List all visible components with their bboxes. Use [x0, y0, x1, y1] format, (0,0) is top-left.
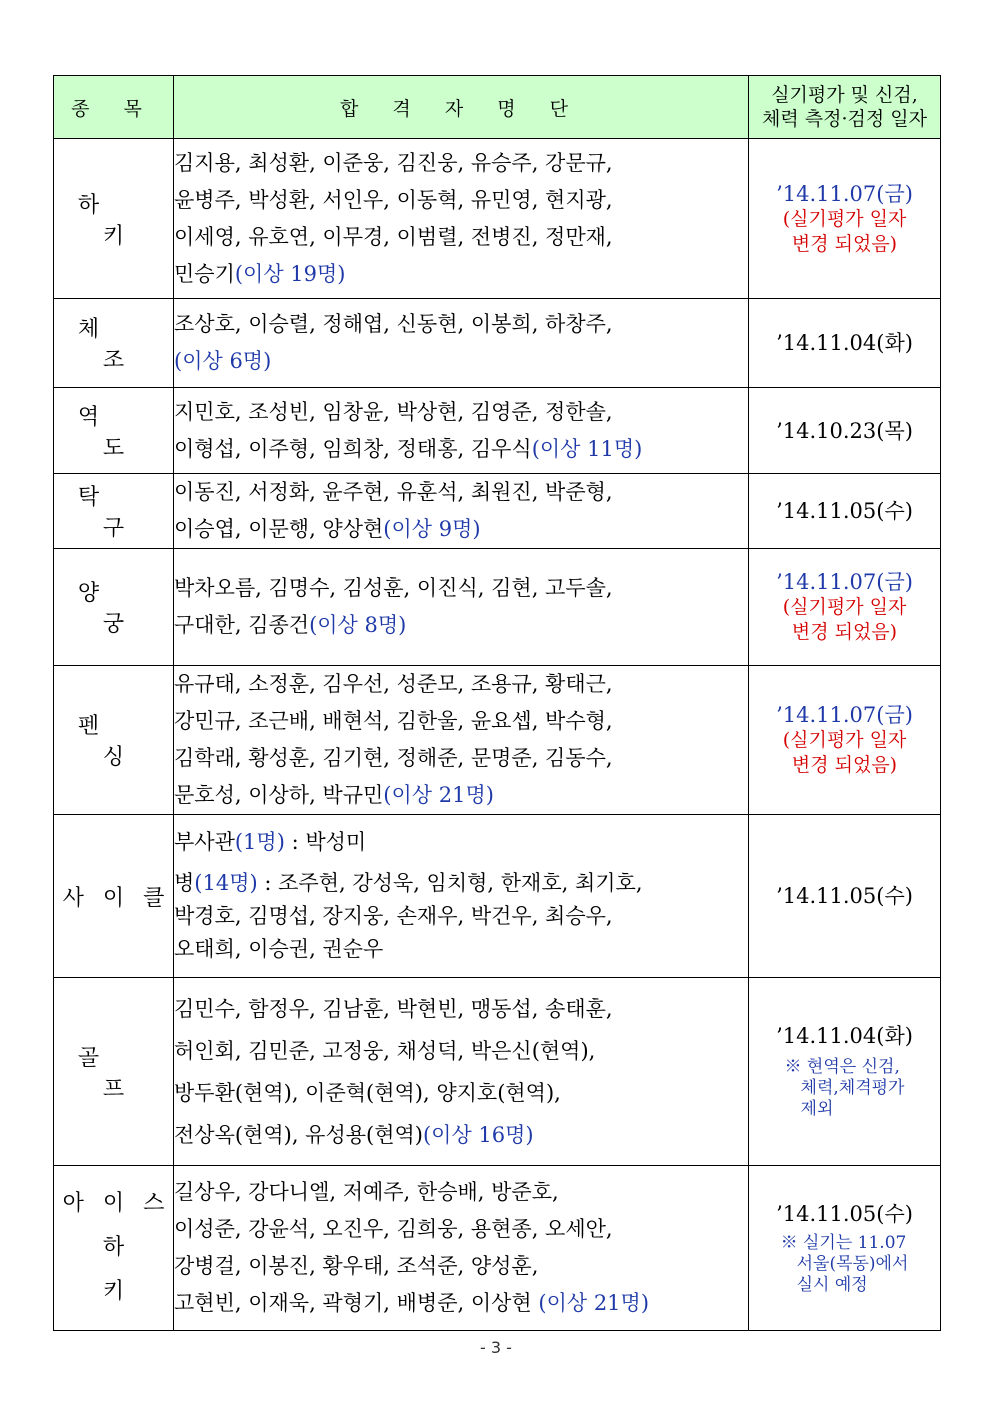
date-value: ’14.11.05(수)	[776, 499, 913, 523]
names-line: 방두환(현역), 이준혁(현역), 양지호(현역),	[174, 1080, 561, 1105]
sport-cell	[54, 1166, 174, 1331]
table-row	[54, 666, 941, 815]
sport-cell	[54, 666, 174, 815]
footnote-line: 서울(목동)에서	[796, 1253, 909, 1274]
sport-name: 골 프	[77, 1045, 175, 1102]
names-line: 이세영, 유호연, 이무경, 이범렬, 전병진, 정만재,	[174, 224, 613, 249]
table-row	[54, 299, 941, 388]
names-line: 고현빈, 이재욱, 곽형기, 배병준, 이상현	[174, 1291, 539, 1315]
date-footnote	[781, 1233, 909, 1296]
date-change-note: (실기평가 일자	[782, 729, 907, 751]
names-line: : 박성미	[284, 830, 367, 854]
sport-name: 역 도	[77, 404, 175, 461]
names-line: 강민규, 조근배, 배현석, 김한울, 윤요셉, 박수형,	[174, 709, 613, 733]
names-line: 지민호, 조성빈, 임창윤, 박상현, 김영준, 정한솔,	[174, 399, 613, 424]
names-cell	[174, 666, 749, 815]
date-cell	[749, 299, 941, 388]
table-row	[54, 549, 941, 666]
count-label: (14명)	[194, 871, 258, 895]
date-cell	[749, 815, 941, 978]
date-cell	[749, 666, 941, 815]
names-cell	[174, 474, 749, 549]
date-cell	[749, 139, 941, 299]
sport-name: 하 키	[102, 1235, 175, 1304]
sport-cell	[54, 388, 174, 474]
names-line: 허인회, 김민준, 고정웅, 채성덕, 박은신(현역),	[174, 1038, 596, 1063]
header-sport: 종 목	[54, 76, 174, 139]
date-cell	[749, 549, 941, 666]
names-line: 조상호, 이승렬, 정해엽, 신동현, 이봉희, 하창주,	[174, 312, 613, 336]
count-label: (1명)	[234, 830, 285, 854]
date-cell	[749, 1166, 941, 1331]
names-line: 병	[174, 871, 195, 895]
footnote-line: 체력,체격평가	[800, 1078, 905, 1098]
names-line: : 조주현, 강성욱, 임치형, 한재호, 최기호,	[257, 871, 643, 895]
footnote-line: 제외	[800, 1099, 834, 1119]
sport-name: 체 조	[77, 317, 175, 373]
sport-cell	[54, 978, 174, 1166]
sport-name: 탁 구	[77, 485, 175, 541]
names-cell	[174, 299, 749, 388]
date-cell	[749, 388, 941, 474]
sport-cell	[54, 139, 174, 299]
names-line: 유규태, 소정훈, 김우선, 성준모, 조용규, 황태근,	[174, 672, 613, 696]
names-line: 김학래, 황성훈, 김기현, 정해준, 문명준, 김동수,	[174, 746, 613, 770]
names-line: 박경호, 김명섭, 장지웅, 손재우, 박건우, 최승우,	[174, 904, 613, 928]
count-label: (이상 8명)	[309, 613, 407, 637]
date-cell	[749, 474, 941, 549]
table-row	[54, 474, 941, 549]
date-change-note: 변경 되었음)	[791, 232, 898, 255]
table-row	[54, 388, 941, 474]
names-line: 전상옥(현역), 유성용(현역)	[174, 1122, 423, 1147]
names-line: 박차오름, 김명수, 김성훈, 이진식, 김현, 고두솔,	[174, 576, 613, 600]
names-line: 부사관	[174, 830, 235, 854]
sport-cell	[54, 815, 174, 978]
date-change-note: 변경 되었음)	[791, 621, 898, 643]
names-cell	[174, 1166, 749, 1331]
names-line: 민승기	[174, 261, 235, 286]
date-change-note: (실기평가 일자	[782, 207, 907, 230]
names-cell	[174, 388, 749, 474]
names-line: 이성준, 강윤석, 오진우, 김희웅, 용현종, 오세안,	[174, 1217, 613, 1241]
count-label: (이상 21명)	[538, 1291, 650, 1315]
count-label: (이상 19명)	[234, 261, 346, 286]
sport-cell	[54, 299, 174, 388]
header-names: 합 격 자 명 단	[174, 76, 749, 139]
date-value: ’14.11.07(금)	[776, 181, 913, 206]
date-value: ’14.11.07(금)	[776, 570, 913, 594]
names-line: 문호성, 이상하, 박규민	[174, 783, 384, 807]
count-label: (이상 6명)	[174, 349, 272, 373]
count-label: (이상 16명)	[422, 1122, 534, 1147]
date-value: ’14.11.07(금)	[776, 703, 913, 727]
sport-name: 양 궁	[77, 581, 175, 637]
names-cell	[174, 139, 749, 299]
names-line: 강병걸, 이봉진, 황우태, 조석준, 양성훈,	[174, 1254, 539, 1278]
names-line: 김지용, 최성환, 이준웅, 김진웅, 유승주, 강문규,	[174, 150, 613, 175]
date-change-note: (실기평가 일자	[782, 596, 907, 618]
page-number: - 3 -	[480, 1338, 512, 1357]
date-footnote	[785, 1057, 905, 1120]
names-line: 윤병주, 박성환, 서인우, 이동혁, 유민영, 현지광,	[174, 187, 613, 212]
names-line: 김민수, 함정우, 김남훈, 박현빈, 맹동섭, 송태훈,	[174, 996, 613, 1021]
header-date-line2: 체력 측정·검정 일자	[762, 108, 927, 130]
count-label: (이상 21명)	[383, 783, 494, 807]
table-row	[54, 139, 941, 299]
footnote-line: 실시 예정	[796, 1274, 868, 1295]
count-label: (이상 11명)	[531, 436, 643, 461]
table-header-row	[54, 76, 941, 139]
names-line: 이형섭, 이주형, 임희창, 정태홍, 김우식	[174, 436, 532, 461]
sport-cell	[54, 474, 174, 549]
header-date-line1: 실기평가 및 신검,	[771, 84, 918, 106]
sport-name: 하 키	[77, 192, 175, 249]
roster-table	[53, 75, 941, 1331]
table-row	[54, 815, 941, 978]
date-value: ’14.11.05(수)	[776, 884, 913, 908]
header-date	[749, 76, 941, 139]
names-cell	[174, 815, 749, 978]
date-value: ’14.11.04(화)	[776, 331, 913, 355]
names-line: 구대한, 김종건	[174, 613, 310, 637]
table-row	[54, 978, 941, 1166]
names-cell	[174, 978, 749, 1166]
sport-name: 펜 싱	[77, 714, 175, 770]
date-change-note: 변경 되었음)	[791, 754, 898, 776]
names-line: 길상우, 강다니엘, 저예주, 한승배, 방준호,	[174, 1180, 559, 1204]
date-value: ’14.10.23(목)	[776, 418, 913, 443]
names-line: 오태희, 이승권, 권순우	[174, 937, 384, 961]
footnote-line: ※ 실기는 11.07	[780, 1232, 907, 1253]
footnote-line: ※ 현역은 신검,	[784, 1057, 900, 1077]
date-cell	[749, 978, 941, 1166]
count-label: (이상 9명)	[383, 517, 481, 541]
table-row	[54, 1166, 941, 1331]
sport-name: 아 이 스	[62, 1191, 171, 1216]
sport-cell	[54, 549, 174, 666]
names-cell	[174, 549, 749, 666]
date-value: ’14.11.04(화)	[776, 1024, 913, 1048]
sport-name: 사 이 클	[62, 885, 171, 911]
names-line: 이승엽, 이문행, 양상현	[174, 517, 384, 541]
names-line: 이동진, 서정화, 윤주현, 유훈석, 최원진, 박준형,	[174, 480, 613, 504]
date-value: ’14.11.05(수)	[776, 1201, 913, 1226]
